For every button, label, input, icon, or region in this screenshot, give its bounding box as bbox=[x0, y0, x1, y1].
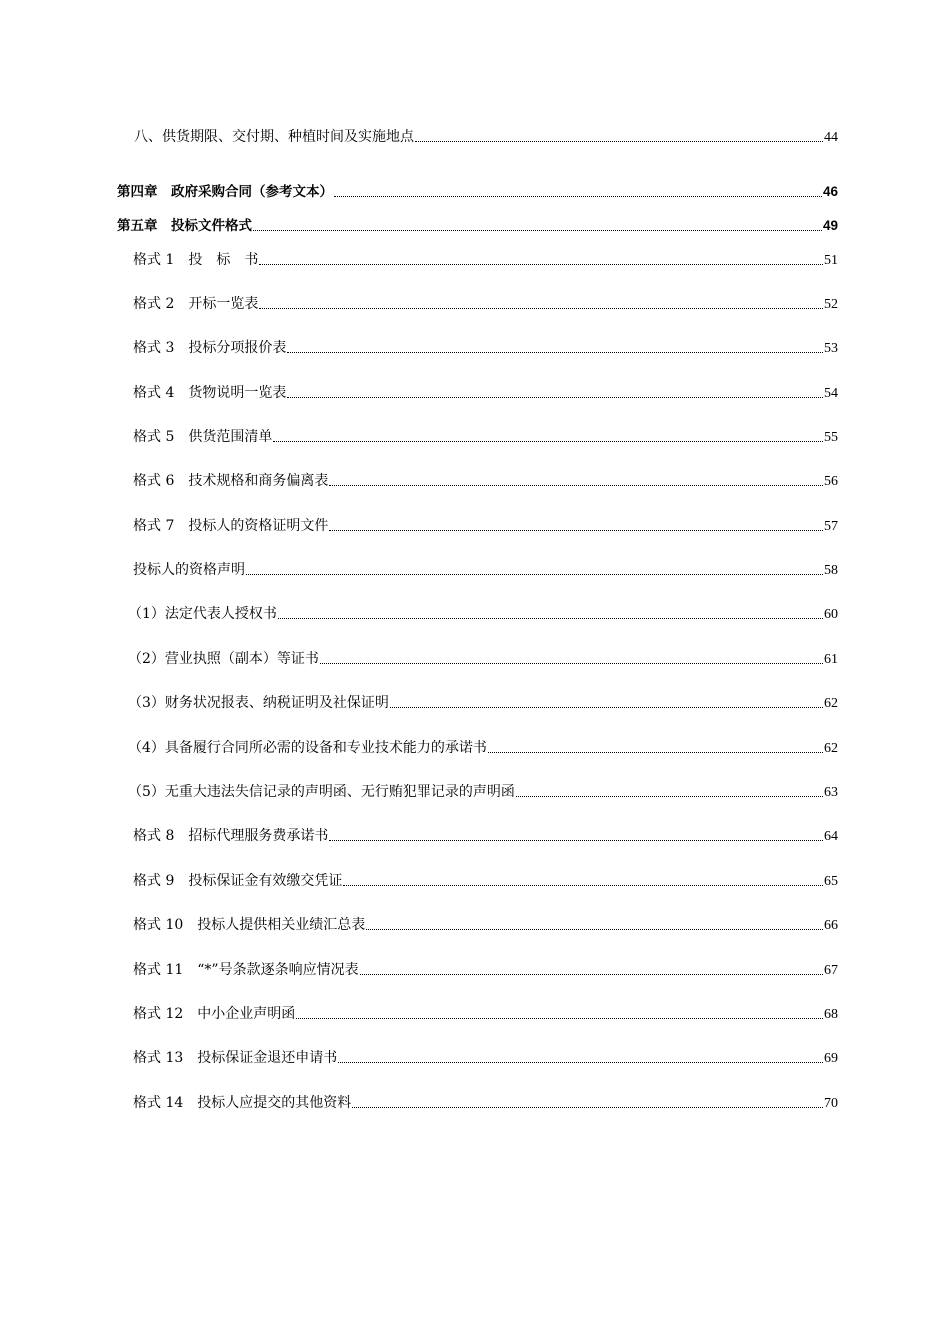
toc-dot-leader bbox=[488, 738, 823, 753]
toc-entry-page: 55 bbox=[824, 430, 838, 445]
toc-chapter-entry[interactable] bbox=[0, 215, 838, 237]
toc-entry[interactable] bbox=[0, 293, 838, 315]
toc-entry[interactable] bbox=[0, 648, 838, 670]
toc-entry[interactable] bbox=[0, 959, 838, 981]
toc-entry[interactable] bbox=[0, 426, 838, 448]
toc-entry-label: 第五章 投标文件格式 bbox=[117, 218, 252, 234]
toc-entry[interactable] bbox=[0, 249, 838, 271]
toc-dot-leader bbox=[287, 338, 823, 353]
toc-dot-leader bbox=[253, 216, 822, 231]
toc-entry[interactable] bbox=[0, 470, 838, 492]
toc-entry[interactable] bbox=[0, 515, 838, 537]
toc-entry-label: 格式 4 货物说明一览表 bbox=[133, 385, 287, 401]
toc-chapter-entry[interactable] bbox=[0, 181, 838, 203]
toc-dot-leader bbox=[259, 294, 823, 309]
toc-entry-label: 投标人的资格声明 bbox=[133, 562, 245, 578]
toc-entry[interactable] bbox=[0, 559, 838, 581]
toc-entry-page: 52 bbox=[824, 297, 838, 312]
toc-entry[interactable] bbox=[0, 1003, 838, 1025]
toc-entry-page: 58 bbox=[824, 563, 838, 578]
toc-dot-leader bbox=[329, 471, 823, 486]
toc-entry[interactable] bbox=[0, 914, 838, 936]
toc-entry[interactable] bbox=[0, 737, 838, 759]
toc-entry[interactable] bbox=[0, 382, 838, 404]
toc-dot-leader bbox=[329, 826, 823, 841]
toc-entry-page: 53 bbox=[824, 341, 838, 356]
toc-entry-page: 46 bbox=[822, 184, 838, 199]
toc-entry[interactable] bbox=[0, 692, 838, 714]
toc-entry-label: 格式 13 投标保证金退还申请书 bbox=[133, 1050, 338, 1066]
toc-entry-page: 69 bbox=[824, 1051, 838, 1066]
toc-entry-label: （5）无重大违法失信记录的声明函、无行贿犯罪记录的声明函 bbox=[128, 784, 515, 800]
toc-dot-leader bbox=[296, 1004, 823, 1019]
toc-entry-page: 66 bbox=[824, 918, 838, 933]
toc-entry-page: 70 bbox=[824, 1096, 838, 1111]
toc-dot-leader bbox=[320, 649, 823, 664]
toc-dot-leader bbox=[415, 127, 823, 142]
toc-entry-label: （3）财务状况报表、纳税证明及社保证明 bbox=[128, 695, 389, 711]
toc-entry-label: 格式 3 投标分项报价表 bbox=[133, 340, 287, 356]
toc-dot-leader bbox=[366, 915, 823, 930]
toc-entry-page: 64 bbox=[824, 829, 838, 844]
toc-entry[interactable] bbox=[0, 1092, 838, 1114]
toc-entry[interactable] bbox=[0, 337, 838, 359]
toc-entry-page: 44 bbox=[824, 130, 838, 145]
toc-entry-label: 格式 6 技术规格和商务偏离表 bbox=[133, 473, 329, 489]
toc-entry[interactable] bbox=[0, 825, 838, 847]
toc-dot-leader bbox=[273, 427, 823, 442]
toc-entry-page: 68 bbox=[824, 1007, 838, 1022]
toc-dot-leader bbox=[343, 871, 823, 886]
toc-entry[interactable] bbox=[0, 781, 838, 803]
toc-entry-label: 八、供货期限、交付期、种植时间及实施地点 bbox=[134, 129, 414, 145]
toc-entry-label: （1）法定代表人授权书 bbox=[128, 606, 277, 622]
toc-entry-label: 格式 10 投标人提供相关业绩汇总表 bbox=[133, 917, 366, 933]
toc-entry-label: （4）具备履行合同所必需的设备和专业技术能力的承诺书 bbox=[128, 740, 487, 756]
toc-entry-label: 格式 8 招标代理服务费承诺书 bbox=[133, 828, 329, 844]
toc-entry-label: 格式 2 开标一览表 bbox=[133, 296, 259, 312]
toc-entry-page: 62 bbox=[824, 696, 838, 711]
toc-dot-leader bbox=[259, 250, 823, 265]
toc-dot-leader bbox=[287, 383, 823, 398]
toc-dot-leader bbox=[360, 960, 823, 975]
toc-dot-leader bbox=[516, 782, 823, 797]
toc-entry-label: 格式 11 “*”号条款逐条响应情况表 bbox=[133, 962, 359, 978]
toc-entry-label: 第四章 政府采购合同（参考文本） bbox=[117, 184, 333, 200]
toc-entry-page: 57 bbox=[824, 519, 838, 534]
toc-entry-page: 56 bbox=[824, 474, 838, 489]
toc-dot-leader bbox=[390, 693, 823, 708]
toc-dot-leader bbox=[329, 516, 823, 531]
toc-entry-page: 61 bbox=[824, 652, 838, 667]
toc-dot-leader bbox=[334, 182, 822, 197]
toc-entry-page: 67 bbox=[824, 963, 838, 978]
toc-entry[interactable] bbox=[0, 1047, 838, 1069]
toc-entry-page: 62 bbox=[824, 741, 838, 756]
toc-dot-leader bbox=[352, 1093, 823, 1108]
toc-dot-leader bbox=[278, 604, 823, 619]
toc-entry[interactable] bbox=[0, 870, 838, 892]
toc-entry-page: 65 bbox=[824, 874, 838, 889]
toc-dot-leader bbox=[246, 560, 823, 575]
toc-entry-page: 60 bbox=[824, 607, 838, 622]
toc-entry-label: 格式 14 投标人应提交的其他资料 bbox=[133, 1095, 352, 1111]
toc-entry-label: 格式 1 投 标 书 bbox=[133, 252, 259, 268]
toc-entry[interactable] bbox=[0, 126, 838, 148]
toc-dot-leader bbox=[338, 1048, 823, 1063]
toc-entry-label: （2）营业执照（副本）等证书 bbox=[128, 651, 319, 667]
toc-entry-label: 格式 5 供货范围清单 bbox=[133, 429, 273, 445]
toc-entry-label: 格式 9 投标保证金有效缴交凭证 bbox=[133, 873, 343, 889]
toc-entry-label: 格式 12 中小企业声明函 bbox=[133, 1006, 296, 1022]
toc-entry-page: 63 bbox=[824, 785, 838, 800]
toc-entry-page: 51 bbox=[824, 253, 838, 268]
toc-entry-label: 格式 7 投标人的资格证明文件 bbox=[133, 518, 329, 534]
toc-entry-page: 54 bbox=[824, 386, 838, 401]
toc-entry[interactable] bbox=[0, 603, 838, 625]
toc-entry-page: 49 bbox=[822, 218, 838, 233]
